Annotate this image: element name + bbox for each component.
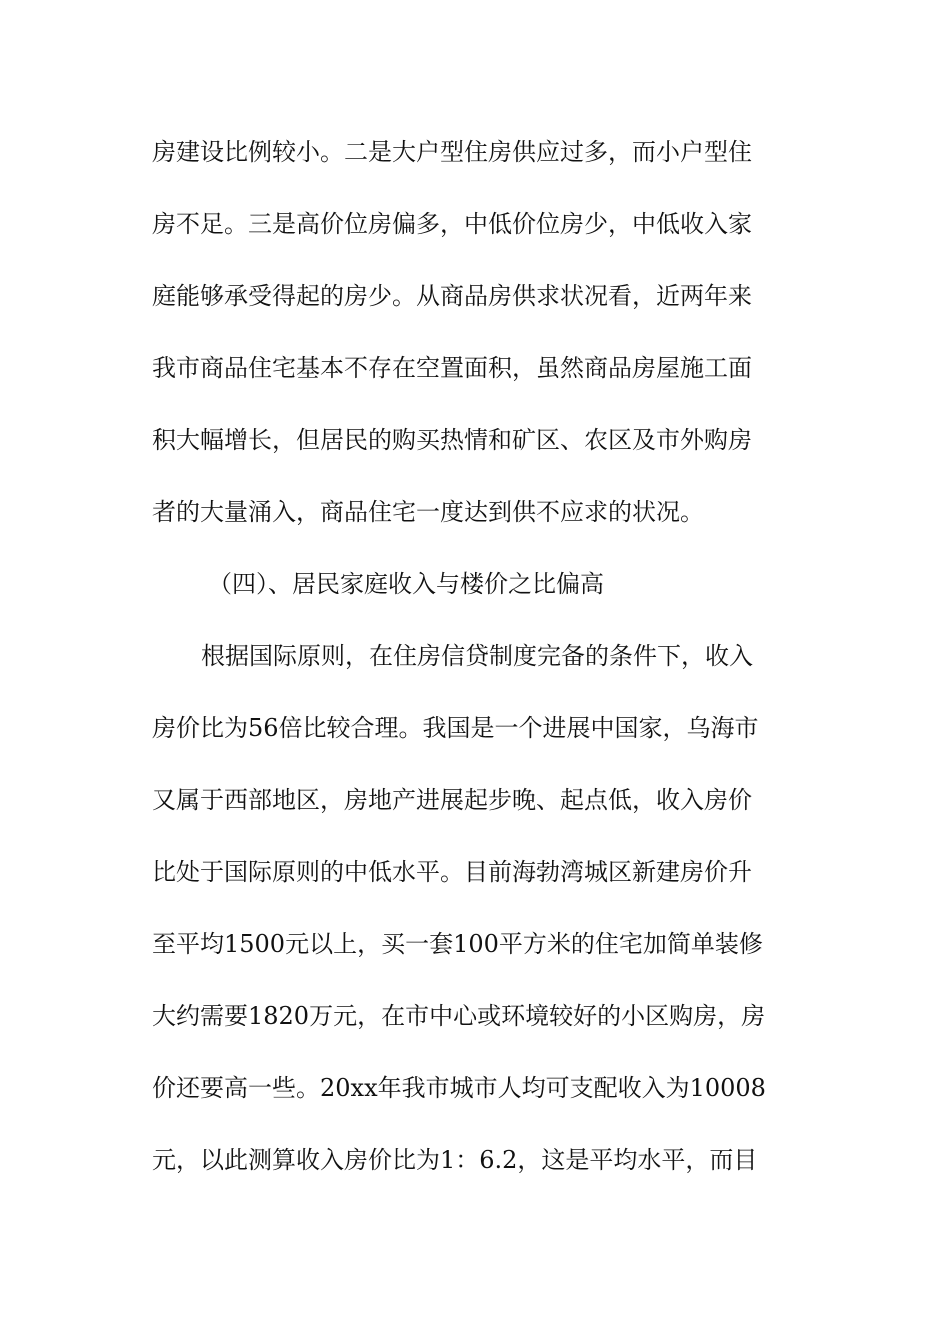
paragraph-line: 房价比为56倍比较合理。我国是一个进展中国家，乌海市 xyxy=(152,714,759,742)
paragraph-line: 至平均1500元以上，买一套100平方米的住宅加简单装修 xyxy=(152,930,763,958)
paragraph-line: 积大幅增长，但居民的购买热情和矿区、农区及市外购房 xyxy=(152,426,752,454)
paragraph-line: 大约需要1820万元，在市中心或环境较好的小区购房，房 xyxy=(152,1002,766,1030)
paragraph-line: 房建设比例较小。二是大户型住房供应过多，而小户型住 xyxy=(152,138,752,166)
paragraph-line: 者的大量涌入，商品住宅一度达到供不应求的状况。 xyxy=(152,498,704,526)
paragraph-line: 又属于西部地区，房地产进展起步晚、起点低，收入房价 xyxy=(152,786,752,814)
paragraph-line: 价还要高一些。20xx年我市城市人均可支配收入为10008 xyxy=(152,1074,766,1102)
paragraph-line: 庭能够承受得起的房少。从商品房供求状况看，近两年来 xyxy=(152,282,752,310)
paragraph-line: 元，以此测算收入房价比为1：6.2，这是平均水平，而目 xyxy=(152,1146,758,1174)
paragraph-line: 比处于国际原则的中低水平。目前海勃湾城区新建房价升 xyxy=(152,858,752,886)
paragraph-line: 房不足。三是高价位房偏多，中低价位房少，中低收入家 xyxy=(152,210,752,238)
section-heading: （四）、居民家庭收入与楼价之比偏高 xyxy=(208,570,604,598)
paragraph-line: 根据国际原则，在住房信贷制度完备的条件下，收入 xyxy=(201,642,753,670)
paragraph-line: 我市商品住宅基本不存在空置面积，虽然商品房屋施工面 xyxy=(152,354,752,382)
